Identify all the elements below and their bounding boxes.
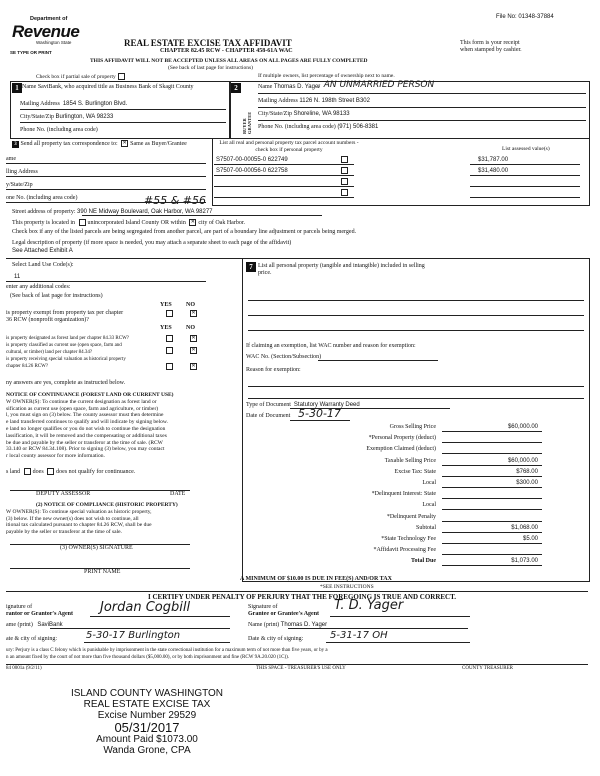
document-type: Statutory Warranty Deed bbox=[293, 402, 360, 408]
partial-sale bbox=[36, 73, 127, 80]
document-date: 5-30-17 bbox=[298, 407, 341, 420]
receipt-line: This form is your receipt bbox=[460, 40, 520, 46]
tax-row-line bbox=[442, 543, 542, 544]
deputy-assessor-label: DEPUTY ASSESSOR bbox=[36, 491, 91, 497]
document-type-label: Type of Document bbox=[246, 402, 291, 408]
file-number: File No: 01348-37884 bbox=[496, 14, 554, 20]
personal-property-checkbox[interactable] bbox=[341, 189, 348, 196]
city-checkbox[interactable] bbox=[189, 219, 196, 226]
tax-row-line bbox=[442, 532, 542, 533]
buyer-number-badge: 2 bbox=[231, 83, 241, 93]
perjury-line: ury: Perjury is a class C felony which is punishable by imprisonment in the state correctional institution for a maximum term of not more than five years, or by a bbox=[6, 648, 328, 653]
segregated-row bbox=[12, 229, 356, 235]
parcel-number: S7507-00-00055-0 622749 bbox=[216, 157, 288, 163]
buyer-mailing-row bbox=[258, 98, 370, 104]
grantor-signature: Jordan Cogbill bbox=[100, 600, 191, 615]
buyer-phone-row bbox=[258, 124, 378, 130]
buyer-name: Thomas D. Yager bbox=[273, 84, 321, 90]
owner-signature-label: (3) OWNER(S) SIGNATURE bbox=[60, 545, 133, 551]
buyer-side-label: BUYER GRANTEE bbox=[242, 111, 252, 134]
stamp-line: ISLAND COUNTY WASHINGTON bbox=[70, 688, 224, 699]
buyer-name-row bbox=[258, 84, 320, 90]
notice-line: lassification, it will be removed and the compensating or additional taxes bbox=[6, 432, 167, 439]
buyer-city: Shoreline, WA 98133 bbox=[293, 111, 350, 117]
corr-name: ame bbox=[6, 156, 16, 162]
unincorporated-checkbox[interactable] bbox=[79, 219, 86, 226]
logo-name: Revenue bbox=[12, 22, 80, 41]
personal-property-checkbox[interactable] bbox=[341, 156, 348, 163]
stamp-line: Amount Paid $1073.00 bbox=[96, 734, 198, 745]
treasurer-use-note: THIS SPACE - TREASURER'S USE ONLY bbox=[256, 666, 346, 671]
tax-row-label: *State Technology Fee bbox=[381, 536, 436, 542]
does-checkbox[interactable] bbox=[24, 468, 31, 475]
notice-line: payable by the seller or transferor at the time of sale. bbox=[6, 529, 122, 536]
tax-row-value: $1,068.00 bbox=[511, 524, 538, 531]
yes-header: YES bbox=[160, 325, 172, 331]
treasurer-stamp bbox=[56, 688, 238, 756]
corr-city: y/State/Zip bbox=[6, 182, 33, 188]
minimum-fee-note: A MINIMUM OF $10.00 IS DUE IN FEE(S) AND/OR TAX bbox=[240, 576, 392, 582]
no-header: NO bbox=[186, 302, 195, 308]
personal-property-checkbox[interactable] bbox=[341, 178, 348, 185]
seller-name-label: Name bbox=[22, 84, 37, 90]
perjury-line: n an amount fixed by the court of not more than five thousand dollars ($5,000.00), or by both imprisonment and fine (RCW 9A.20.020 (1C)). bbox=[6, 654, 290, 660]
forest-no-checkbox[interactable] bbox=[190, 335, 197, 342]
tax-row-line bbox=[442, 453, 542, 454]
seller-mailing-label: Mailing Address bbox=[20, 101, 60, 107]
designation-line: is property receiving special valuation as historical property bbox=[6, 357, 126, 362]
designation-line: chapter 84.26 RCW? bbox=[6, 364, 49, 369]
same-as-buyer-checkbox[interactable] bbox=[121, 140, 128, 147]
notice-line: be due and payable by the seller or transferor at the time of sale. (RCW bbox=[6, 439, 163, 446]
tax-row-label: Exemption Claimed (deduct) bbox=[366, 446, 436, 453]
tax-row-label: Total Due bbox=[411, 558, 436, 565]
notice-line: (3) below. If the new owner(s) does not wish to continue, all bbox=[6, 515, 139, 522]
tax-row-label: Local bbox=[422, 480, 436, 486]
seller-mailing-row bbox=[20, 101, 127, 107]
parcel-row bbox=[216, 157, 288, 163]
notice-line: W OWNER(S): To continue special valuation as historic property, bbox=[6, 508, 152, 515]
document-date-row bbox=[246, 413, 290, 419]
notice-line: 33.140 or RCW 84.34.108). Prior to signing (3) below, you may contact bbox=[6, 446, 165, 453]
any-yes-note: ny answers are yes, complete as instructed below. bbox=[6, 380, 126, 386]
logo-dept: Department of bbox=[30, 16, 68, 22]
historic-no-checkbox[interactable] bbox=[190, 363, 197, 370]
form-number: 84 0001a (9/2/11) bbox=[6, 666, 42, 671]
exemption-reason-label: Reason for exemption: bbox=[246, 367, 301, 373]
tax-row-label: *Delinquent Interest: State bbox=[371, 491, 436, 498]
exempt-line: 36 RCW (nonprofit organization)? bbox=[6, 317, 89, 323]
seller-number: 1 bbox=[12, 83, 22, 93]
current-use-no-checkbox[interactable] bbox=[190, 347, 197, 354]
tax-row-line bbox=[442, 565, 542, 566]
partial-sale-checkbox[interactable] bbox=[118, 73, 125, 80]
seller-city-label: City/State/Zip bbox=[20, 114, 54, 120]
grantor-signature-label bbox=[6, 604, 73, 618]
wac-number-label: WAC No. (Section/Subsection) bbox=[246, 354, 322, 360]
certify-statement: I CERTIFY UNDER PENALTY OF PERJURY THAT THE FOREGOING IS TRUE AND CORRECT. bbox=[148, 593, 457, 601]
legal-label: Legal description of property (if more space is needed, you may attach a separate sheet to each page of the affidavit) bbox=[12, 240, 292, 246]
no-header: NO bbox=[186, 325, 195, 331]
notice-continuance bbox=[6, 392, 174, 460]
stamp-line: Wanda Grone, CPA bbox=[103, 745, 191, 756]
seller-name-row bbox=[22, 84, 227, 91]
tax-row-line bbox=[442, 431, 542, 432]
qualify-row bbox=[6, 468, 135, 475]
tax-row-label: *Affidavit Processing Fee bbox=[373, 547, 436, 554]
stamp-line: REAL ESTATE EXCISE TAX bbox=[83, 699, 211, 710]
grantee-signature: T. D. Yager bbox=[334, 598, 404, 613]
personal-property-checkbox[interactable] bbox=[341, 167, 348, 174]
receipt-note bbox=[460, 40, 522, 54]
does-not-checkbox[interactable] bbox=[47, 468, 54, 475]
designation-line: is property designated as forest land per chapter 84.33 RCW? bbox=[6, 336, 130, 341]
designation-questions bbox=[6, 335, 129, 370]
tax-row-value: $60,000.00 bbox=[507, 457, 538, 464]
notice-line: e land transferred continues to qualify and will indicate by signing below. bbox=[6, 419, 168, 426]
warning-text: THIS AFFIDAVIT WILL NOT BE ACCEPTED UNLESS ALL AREAS ON ALL PAGES ARE FULLY COMPLETED bbox=[90, 58, 368, 64]
grantee-sig-label-line: Signature of bbox=[248, 604, 278, 610]
grantee-name: Thomas D. Yager bbox=[280, 622, 328, 628]
exempt-question bbox=[6, 310, 123, 324]
designation-line: is property classified as current use (open space, farm and bbox=[6, 343, 122, 348]
tax-row-label: *Delinquent Penalty bbox=[386, 513, 436, 520]
document-date-label: Date of Document bbox=[246, 413, 291, 419]
tax-row-line bbox=[442, 521, 542, 522]
grantor-date-city: 5-30-17 Burlington bbox=[86, 630, 181, 641]
handwritten-lot-numbers: #55 & #56 bbox=[144, 194, 206, 207]
stamp-line: Excise Number 29529 bbox=[97, 710, 197, 721]
date-label: DATE bbox=[170, 491, 186, 497]
partial-sale-label: Check box if partial sale of property bbox=[36, 73, 116, 80]
form-title: REAL ESTATE EXCISE TAX AFFIDAVIT bbox=[124, 38, 292, 48]
notice-line: itional tax calculated pursuant to chapter 84.26 RCW, shall be due bbox=[6, 522, 152, 529]
does-not-label: does not qualify for continuance. bbox=[56, 468, 136, 475]
parcels-header: List all real and personal property tax parcel account numbers - check box if personal property bbox=[219, 140, 359, 153]
tax-row-line bbox=[442, 442, 542, 443]
stamp-date: 05/31/2017 bbox=[114, 720, 180, 735]
tax-row-line bbox=[442, 476, 542, 477]
grantor-name: SaviBank bbox=[37, 622, 63, 628]
exempt-yes-checkbox[interactable] bbox=[166, 310, 173, 317]
county-treasurer-label: COUNTY TREASURER bbox=[462, 666, 513, 671]
tax-row-value: $300.00 bbox=[516, 480, 538, 486]
tax-row-line bbox=[442, 498, 542, 499]
buyer-phone: (971) 506-8381 bbox=[337, 124, 379, 130]
street-label: Street address of property: bbox=[12, 209, 76, 215]
seller-city-row bbox=[20, 114, 113, 120]
form-chapter: CHAPTER 82.45 RCW - CHAPTER 458-61A WAC bbox=[160, 48, 293, 54]
section-7-badge: 7 bbox=[246, 262, 256, 272]
notice-compliance bbox=[6, 502, 178, 536]
tax-row-value: $768.00 bbox=[516, 468, 538, 475]
see-back-instructions: (See back of last page for instructions) bbox=[10, 293, 103, 299]
print-name-label: PRINT NAME bbox=[84, 569, 121, 575]
tax-row-line bbox=[442, 465, 542, 466]
buyer-mailing-label: Mailing Address bbox=[258, 98, 298, 104]
grantee-date-city: 5-31-17 OH bbox=[330, 630, 388, 641]
forest-yes-checkbox[interactable] bbox=[166, 335, 173, 342]
buyer-name-label: Name bbox=[258, 84, 273, 90]
notice-line: (2) NOTICE OF COMPLIANCE (HISTORIC PROPERTY) bbox=[36, 502, 178, 508]
parcel-row bbox=[216, 168, 288, 174]
receipt-line: when stamped by cashier. bbox=[460, 47, 522, 53]
city-label: city of Oak Harbor. bbox=[198, 219, 245, 226]
tax-row-value: $60,000.00 bbox=[507, 424, 538, 430]
seller-name: SaviBank, who acquired title as Business Bank of Skagit County bbox=[37, 84, 194, 90]
segregated-label: Check box if any of the listed parcels are being segregated from another parcel, are part of a boundary line adjustment or parcels being merged. bbox=[12, 229, 357, 235]
personal-property-text bbox=[258, 263, 425, 277]
grantee-sig-label-line: Grantee or Grantee's Agent bbox=[248, 611, 320, 617]
buyer-number bbox=[231, 83, 241, 93]
seller-city: Burlington, WA 98233 bbox=[55, 114, 114, 120]
designation-line: cultural, or timber) land per chapter 84.34? bbox=[6, 350, 93, 355]
buyer-mailing: 1126 N. 198th Street B302 bbox=[299, 98, 370, 104]
grantee-date-label: Date & city of signing: bbox=[248, 636, 304, 642]
buyer-phone-label: Phone No. (including area code) bbox=[258, 124, 336, 130]
grantor-date-label: ate & city of signing: bbox=[6, 636, 57, 642]
location-row bbox=[12, 219, 245, 226]
same-as-buyer-label: Same as Buyer/Grantee bbox=[130, 140, 187, 147]
assessed-header: List assessed value(s) bbox=[502, 146, 550, 152]
does-label: does bbox=[32, 468, 44, 475]
buyer-handwritten-status: , AN UNMARRIED PERSON bbox=[318, 80, 435, 90]
tax-row-label: Excise Tax: State bbox=[394, 468, 436, 475]
notice-line: NOTICE OF CONTINUANCE (FOREST LAND OR CURRENT USE) bbox=[6, 392, 174, 398]
correspondence-row: 3 Send all property tax correspondence to: ✕ Same as Buyer/Grantee bbox=[12, 140, 187, 148]
grantor-sig-label-line: rantor or Grantor's Agent bbox=[6, 611, 73, 617]
tax-row-value: $5.00 bbox=[522, 536, 538, 542]
see-instructions: *SEE INSTRUCTIONS bbox=[320, 584, 374, 590]
seller-mailing: 1854 S. Burlington Blvd. bbox=[62, 101, 128, 107]
legal-description: See Attached Exhibit A bbox=[12, 248, 73, 254]
section-7-line: List all personal property (tangible and intangible) included in selling bbox=[258, 263, 425, 269]
corr-phone: one No. (including area code) bbox=[6, 195, 78, 201]
notice-line: e land no longer qualifies or you do not wish to continue the designation bbox=[6, 425, 166, 432]
exempt-line: is property exempt from property tax per chapter bbox=[6, 310, 124, 316]
grantor-sig-label-line: ignature of bbox=[6, 604, 33, 610]
tax-row-value: $1,073.00 bbox=[511, 558, 538, 565]
grantee-signature-label bbox=[248, 604, 319, 618]
yes-header: YES bbox=[160, 302, 172, 308]
type-or-print: SE TYPE OR PRINT bbox=[10, 50, 52, 55]
tax-row-line bbox=[442, 509, 542, 510]
grantee-name-label: Name (print) bbox=[248, 622, 280, 628]
parcel-value: $31,480.00 bbox=[478, 168, 509, 174]
wac-claim-label: If claiming an exemption, list WAC number and reason for exemption: bbox=[246, 343, 416, 349]
correspondence-label: Send all property tax correspondence to: bbox=[20, 140, 118, 147]
street-address: 390 NE Midway Boulevard, Oak Harbor, WA 98277 bbox=[76, 209, 213, 215]
land-use-label: Select Land Use Code(s): bbox=[12, 262, 74, 268]
notice-line: W OWNER(S): To continue the current designation as forest land or bbox=[6, 398, 157, 405]
exempt-no-checkbox[interactable] bbox=[190, 310, 197, 317]
parcel-value: $31,787.00 bbox=[478, 157, 509, 163]
land-use-code: 11 bbox=[14, 274, 21, 280]
unincorporated-label: unincorporated Island County OR within bbox=[87, 219, 186, 226]
corr-mailing: lling Address bbox=[6, 169, 38, 175]
tax-row-label: *Personal Property (deduct) bbox=[368, 435, 436, 442]
tax-row-line bbox=[442, 554, 542, 555]
current-use-yes-checkbox[interactable] bbox=[166, 347, 173, 354]
buyer-city-row bbox=[258, 111, 350, 117]
personal-property-block bbox=[246, 262, 256, 272]
tax-row-label: Taxable Selling Price bbox=[384, 457, 436, 464]
tax-row-label: Local bbox=[422, 502, 436, 509]
grantor-name-label: ame (print) bbox=[6, 622, 33, 628]
parcel-number: S7507-00-00056-0 622758 bbox=[216, 168, 288, 174]
tax-row-line bbox=[442, 487, 542, 488]
notice-line: sification as current use (open space, farm and agriculture, or timber) bbox=[6, 405, 159, 412]
tax-row-label: Subtotal bbox=[415, 524, 436, 531]
multiple-owners-note: If multiple owners, list percentage of ownership next to name. bbox=[258, 73, 395, 79]
additional-codes: enter any additional codes: bbox=[6, 284, 71, 290]
logo-state: Washington State bbox=[36, 40, 72, 45]
seller-phone-label: Phone No. (including area code) bbox=[20, 127, 98, 133]
see-back-note: (See back of last page for instructions) bbox=[168, 65, 253, 71]
notice-line: l, you must sign on (3) below. The county assessor must then determine bbox=[6, 412, 164, 419]
tax-row-label: Gross Selling Price bbox=[389, 424, 436, 430]
location-label: This property is located in bbox=[12, 219, 75, 226]
land-label: s land bbox=[6, 468, 21, 475]
notice-line: r local county assessor for more information. bbox=[6, 453, 105, 460]
historic-yes-checkbox[interactable] bbox=[166, 363, 173, 370]
section-7-line: price. bbox=[258, 270, 272, 276]
buyer-city-label: City/State/Zip bbox=[258, 111, 292, 117]
perjury-note bbox=[6, 648, 328, 661]
